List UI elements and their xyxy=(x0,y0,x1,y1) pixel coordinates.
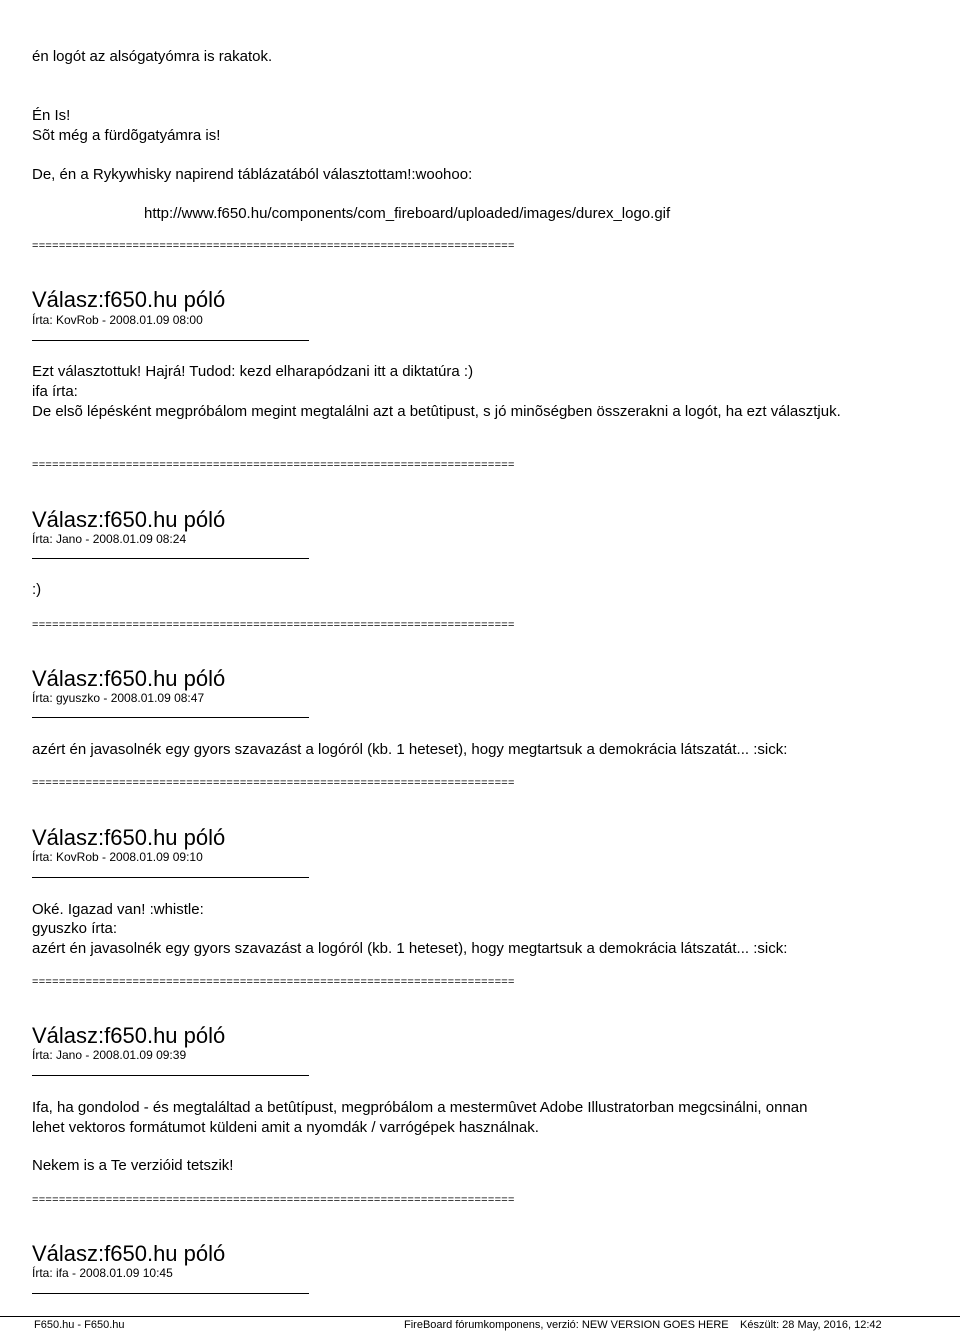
post-body-line: De elsõ lépésként megpróbálom megint megtalálni azt a betûtipust, s jó minõségben összerakni a logót, ha ezt választjuk. xyxy=(32,403,841,420)
post-body-line: lehet vektoros formátumot küldeni amit a nyomdák / varrógépek használnak. xyxy=(32,1119,539,1136)
page-footer xyxy=(0,1316,960,1333)
intro-text: én logót az alsógatyómra is rakatok. xyxy=(32,48,273,65)
post-body-line: Nekem is a Te verzióid tetszik! xyxy=(32,1157,234,1174)
post-title: Válasz:f650.hu póló xyxy=(32,507,226,532)
post-body-line: gyuszko írta: xyxy=(32,920,118,937)
post-meta: Írta: KovRob - 2008.01.09 08:00 xyxy=(32,313,203,327)
post-rule xyxy=(32,340,309,341)
post-separator: ======================================================================== xyxy=(32,777,515,789)
post-rule xyxy=(32,558,309,559)
intro-text: Sõt még a fürdõgatyámra is! xyxy=(32,127,221,144)
post-separator: ======================================================================== xyxy=(32,1194,515,1206)
post-title: Válasz:f650.hu póló xyxy=(32,666,226,691)
intro-text: De, én a Rykywhisky napirend táblázatából választottam!:woohoo: xyxy=(32,166,473,183)
post-body-line: Ifa, ha gondolod - és megtaláltad a betûtípust, megpróbálom a mestermûvet Adobe Illustratorban megcsinálni, onnan xyxy=(32,1099,808,1116)
post-body-line: Oké. Igazad van! :whistle: xyxy=(32,901,204,918)
intro-text: Én Is! xyxy=(32,107,71,124)
footer-generated: Készült: 28 May, 2016, 12:42 xyxy=(740,1319,882,1331)
footer-component: FireBoard fórumkomponens, verzió: NEW VERSION GOES HERE xyxy=(404,1319,729,1331)
post-rule xyxy=(32,717,309,718)
post-meta: Írta: ifa - 2008.01.09 10:45 xyxy=(32,1266,173,1280)
post-separator: ======================================================================== xyxy=(32,976,515,988)
post-title: Válasz:f650.hu póló xyxy=(32,825,226,850)
post-body-line: Ezt választottuk! Hajrá! Tudod: kezd elharapódzani itt a diktatúra :) xyxy=(32,363,474,380)
post-title: Válasz:f650.hu póló xyxy=(32,1241,226,1266)
post-body-line: azért én javasolnék egy gyors szavazást a logóról (kb. 1 heteset), hogy megtartsuk a demokrácia látszatát... :sick: xyxy=(32,940,788,957)
post-separator: ======================================================================== xyxy=(32,619,515,631)
post-meta: Írta: gyuszko - 2008.01.09 08:47 xyxy=(32,691,205,705)
image-url-text: http://www.f650.hu/components/com_fireboard/uploaded/images/durex_logo.gif xyxy=(144,205,671,222)
footer-site: F650.hu - F650.hu xyxy=(34,1319,125,1331)
post-separator: ======================================================================== xyxy=(32,459,515,471)
post-title: Válasz:f650.hu póló xyxy=(32,1023,226,1048)
post-rule xyxy=(32,877,309,878)
post-title: Válasz:f650.hu póló xyxy=(32,287,226,312)
post-body-line: :) xyxy=(32,581,42,598)
post-meta: Írta: KovRob - 2008.01.09 09:10 xyxy=(32,850,203,864)
post-meta: Írta: Jano - 2008.01.09 09:39 xyxy=(32,1048,187,1062)
post-meta: Írta: Jano - 2008.01.09 08:24 xyxy=(32,532,187,546)
post-separator: ======================================================================== xyxy=(32,240,515,252)
post-body-line: ifa írta: xyxy=(32,383,78,400)
post-rule xyxy=(32,1075,309,1076)
post-rule xyxy=(32,1293,309,1294)
post-body-line: azért én javasolnék egy gyors szavazást a logóról (kb. 1 heteset), hogy megtartsuk a demokrácia látszatát... :sick: xyxy=(32,741,788,758)
